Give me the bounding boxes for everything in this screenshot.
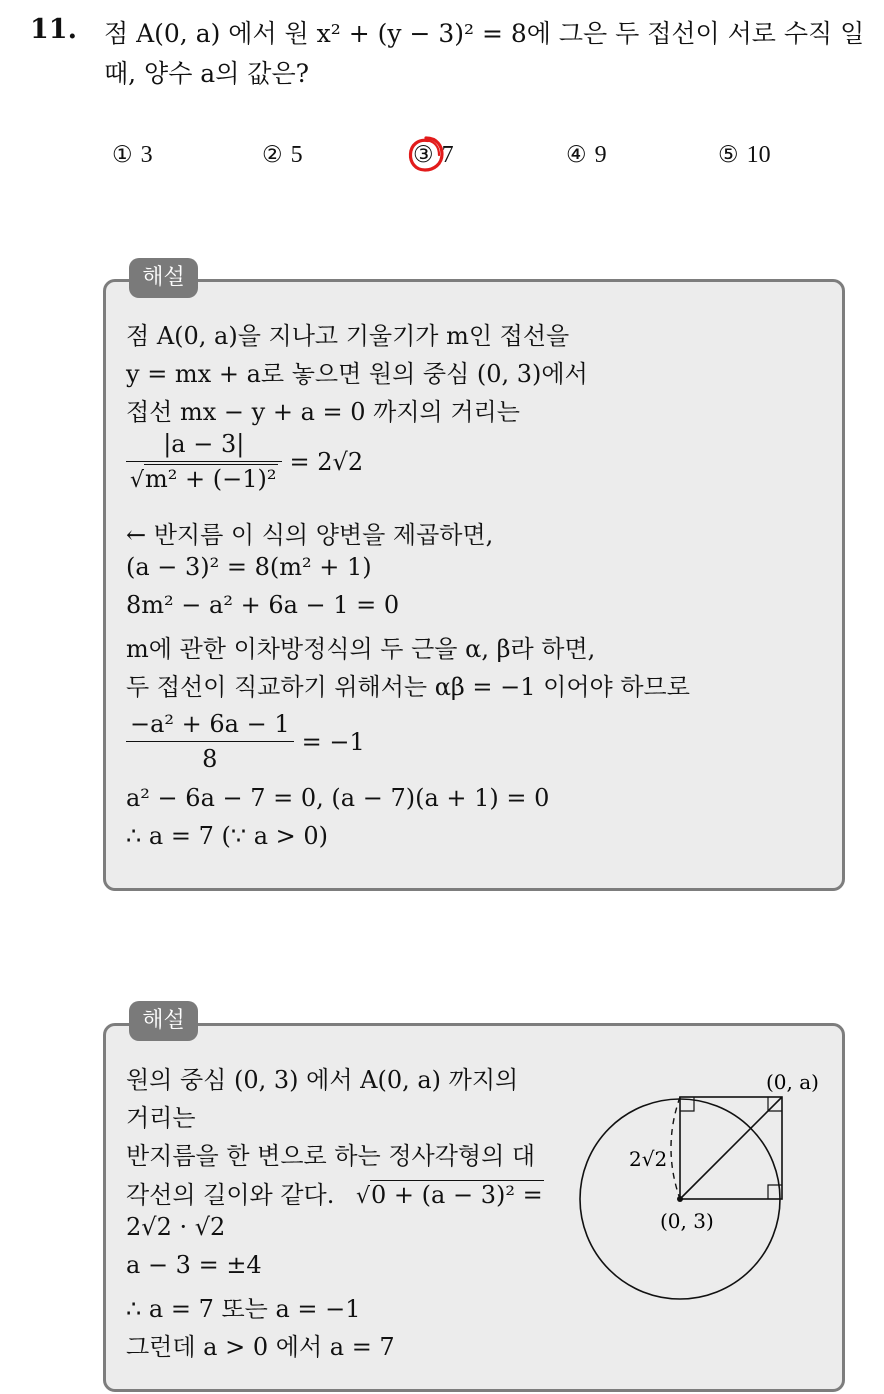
choice-3[interactable]	[413, 142, 454, 169]
choice-5-marker: ⑤	[718, 142, 739, 168]
solution2-line2: 거리는	[126, 1104, 196, 1132]
question-number: 11.	[30, 14, 77, 45]
choice-2-marker: ②	[262, 142, 283, 168]
solution1-line8: m에 관한 이차방정식의 두 근을 α, β라 하면,	[126, 635, 596, 663]
solution1-line9: 두 접선이 직교하기 위해서는 αβ = −1 이어야 하므로	[126, 673, 690, 701]
choice-1-value: 3	[140, 142, 153, 168]
choice-5-value: 10	[746, 142, 771, 168]
solution2-line4-expression: 0 + (a − 3)² =	[371, 1181, 543, 1209]
choice-4[interactable]	[566, 142, 607, 169]
question-text-line1: 점 A(0, a) 에서 원 x² + (y − 3)² = 8에 그은 두 접선이 서로 수직 일	[104, 19, 865, 48]
solution2-line1: 원의 중심 (0, 3) 에서 A(0, a) 까지의	[126, 1066, 519, 1094]
solution1-line11: a² − 6a − 7 = 0, (a − 7)(a + 1) = 0	[126, 784, 550, 812]
choice-2[interactable]	[262, 142, 303, 169]
solution1-line6: (a − 3)² = 8(m² + 1)	[126, 553, 372, 581]
diagram-label-radius: 2√2	[629, 1147, 668, 1171]
choice-4-marker: ④	[566, 142, 587, 168]
sqrt-icon: √	[130, 468, 145, 493]
choice-5[interactable]	[718, 142, 771, 169]
solution1-line7: 8m² − a² + 6a − 1 = 0	[126, 591, 400, 619]
solution2-line4	[126, 1175, 544, 1210]
fraction2-rhs: = −1	[301, 727, 365, 756]
fraction1-denominator: m² + (−1)²	[145, 465, 277, 493]
diagram-center-point	[677, 1196, 683, 1202]
diagram-label-center: (0, 3)	[660, 1209, 714, 1233]
circle-tangent-diagram	[572, 1062, 834, 1372]
solution2-line4-text: 각선의 길이와 같다.	[126, 1181, 335, 1209]
diagram-radius-arc	[671, 1097, 680, 1199]
solution1-product-fraction	[126, 710, 365, 773]
solution-tag-1: 해설	[129, 258, 198, 298]
solution2-line5: 2√2 · √2	[126, 1213, 226, 1241]
solution1-line3: 접선 mx − y + a = 0 까지의 거리는	[126, 398, 520, 426]
solution2-line3: 반지름을 한 변으로 하는 정사각형의 대	[126, 1142, 536, 1170]
solution1-line12: ∴ a = 7 (∵ a > 0)	[126, 822, 329, 850]
answer-choices	[0, 142, 884, 178]
fraction1-rhs: = 2√2	[289, 447, 364, 476]
fraction2-denominator: 8	[202, 745, 218, 773]
choice-3-marker: ③	[413, 142, 434, 168]
choice-4-value: 9	[594, 142, 607, 168]
choice-1[interactable]	[112, 142, 153, 169]
solution2-line7: ∴ a = 7 또는 a = −1	[126, 1295, 361, 1323]
solution2-line8: 그런데 a > 0 에서 a = 7	[126, 1333, 395, 1361]
solution1-line2: y = mx + a로 놓으면 원의 중심 (0, 3)에서	[126, 360, 588, 388]
diagram-label-top: (0, a)	[766, 1070, 819, 1094]
sqrt-icon: √	[356, 1184, 371, 1209]
solution1-line5: ← 반지름 이 식의 양변을 제곱하면,	[126, 521, 494, 549]
fraction1-numerator: |a − 3|	[126, 430, 282, 462]
choice-2-value: 5	[290, 142, 303, 168]
solution2-line6: a − 3 = ±4	[126, 1251, 262, 1279]
fraction2-numerator: −a² + 6a − 1	[126, 710, 294, 742]
solution1-distance-fraction	[126, 430, 363, 493]
question-text-line2: 때, 양수 a의 값은?	[104, 59, 309, 88]
solution1-line1: 점 A(0, a)을 지나고 기울기가 m인 접선을	[126, 322, 570, 350]
solution-tag-2: 해설	[129, 1001, 198, 1041]
choice-1-marker: ①	[112, 142, 133, 168]
choice-3-value: 7	[441, 142, 454, 168]
